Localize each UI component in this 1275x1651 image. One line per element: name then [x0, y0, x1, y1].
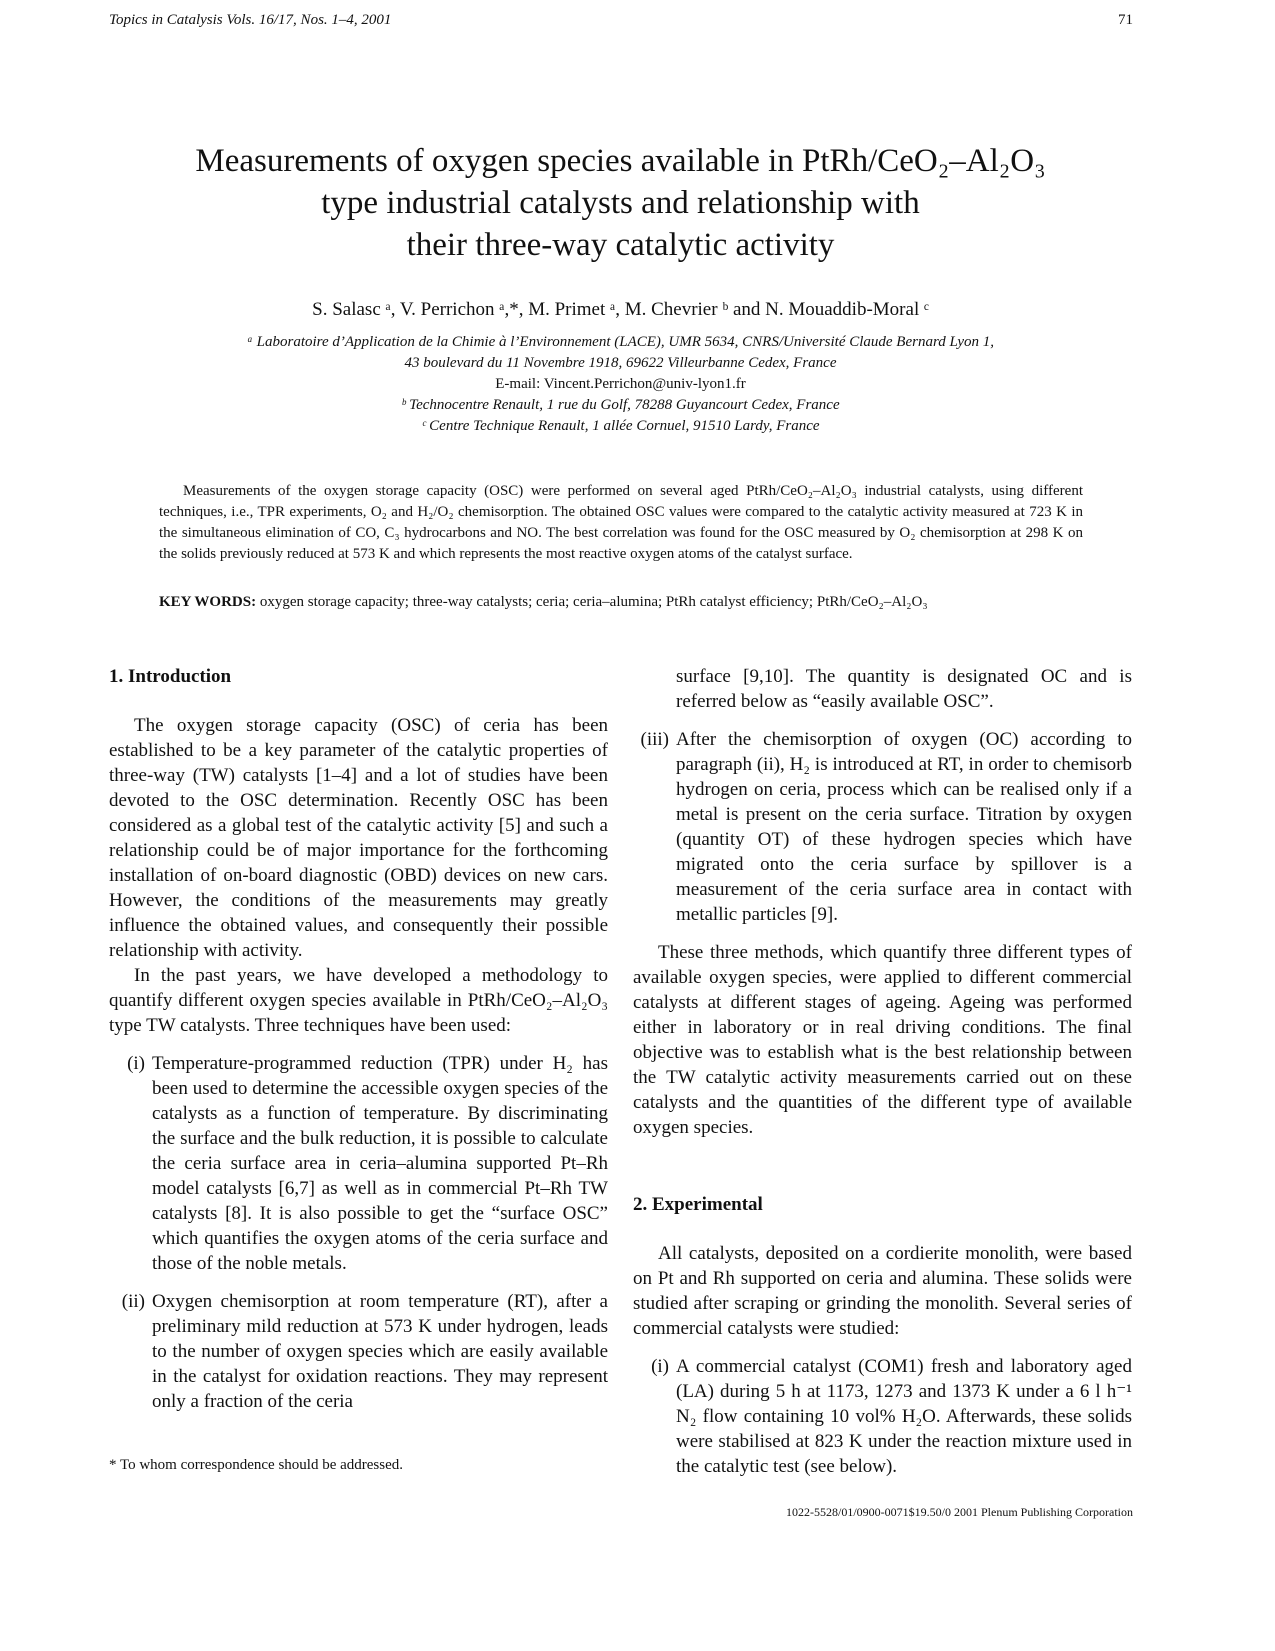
affiliation-c: ᶜ Centre Technique Renault, 1 allée Cornuel, 91510 Lardy, France — [421, 418, 820, 434]
journal-header: Topics in Catalysis Vols. 16/17, Nos. 1–4, 2001 — [109, 12, 392, 28]
title-line-3: their three-way catalytic activity — [406, 227, 835, 263]
keywords-label: KEY WORDS: — [159, 594, 257, 610]
keywords-text: oxygen storage capacity; three-way catalysts; ceria; ceria–alumina; PtRh catalyst efficiency; PtRh/CeO₂–Al₂O₃ — [256, 594, 928, 610]
correspondence-footnote: * To whom correspondence should be addressed. — [109, 1457, 404, 1473]
list-marker: (i) — [651, 1356, 669, 1377]
intro-paragraph-2: In the past years, we have developed a methodology to quantify different oxygen species available in PtRh/CeO₂–Al₂O₃ type TW catalysts. Three techniques have been used: — [109, 965, 608, 1036]
list-marker: (i) — [127, 1053, 145, 1074]
left-column — [109, 664, 608, 1414]
list-item-text: After the chemisorption of oxygen (OC) according to paragraph (ii), H₂ is introduced at RT, in order to chemisorb hydrogen on ceria, process which can be realised only if a metal is present on the ceria surface. Titration by oxygen (quantity OT) of these hydrogen species which have migrated onto the ceria surface by spillover is a measurement of the ceria surface area in contact with metallic particles [9]. — [676, 729, 1132, 925]
list-item-text: surface [9,10]. The quantity is designated OC and is referred below as “easily available OSC”. — [676, 666, 1132, 712]
affiliations — [0, 332, 1241, 437]
contact-email: E-mail: Vincent.Perrichon@univ-lyon1.fr — [495, 376, 746, 392]
list-item — [109, 1289, 608, 1414]
list-item — [109, 1051, 608, 1276]
affiliation-a-line1: ᵃ Laboratoire d’Application de la Chimie à l’Environnement (LACE), UMR 5634, CNRS/Université Claude Bernard Lyon 1, — [246, 334, 995, 350]
affiliation-a-line2: 43 boulevard du 11 Novembre 1918, 69622 Villeurbanne Cedex, France — [404, 355, 837, 371]
title-line-2: type industrial catalysts and relationship with — [321, 185, 920, 221]
keywords — [159, 594, 1083, 611]
list-item — [633, 1354, 1132, 1479]
list-item-text: A commercial catalyst (COM1) fresh and laboratory aged (LA) during 5 h at 1173, 1273 and 1373 K under a 6 l h⁻¹ N₂ flow containing 10 vol% H₂O. Afterwards, these solids were stabilised at 823 K under the reaction mixture used in the catalytic test (see below). — [676, 1356, 1132, 1477]
list-item — [633, 727, 1132, 927]
section-heading-experimental: 2. Experimental — [633, 1194, 763, 1215]
list-item-text: Temperature-programmed reduction (TPR) under H₂ has been used to determine the accessible oxygen species of the catalysts as a function of temperature. By discriminating the surface and the bulk reduction, it is possible to calculate the ceria surface area in ceria–alumina supported Pt–Rh model catalysts [6,7] as well as in commercial Pt–Rh TW catalysts [8]. It is also possible to get the “surface OSC” which quantifies the oxygen atoms of the ceria surface and those of the noble metals. — [152, 1053, 608, 1274]
intro-paragraph-1: The oxygen storage capacity (OSC) of ceria has been established to be a key parameter of the catalytic properties of three-way (TW) catalysts [1–4] and a lot of studies have been devoted to the OSC determination. Recently OSC has been considered as a global test of the catalytic activity [5] and such a relationship could be of major importance for the forthcoming installation of on-board diagnostic (OBD) devices on new cars. However, the conditions of the measurements may greatly influence the obtained values, and consequently their possible relationship with activity. — [109, 715, 608, 961]
paper-title — [0, 140, 1241, 266]
list-marker: (iii) — [640, 729, 669, 750]
author-list: S. Salasc ᵃ, V. Perrichon ᵃ,*, M. Primet ᵃ, M. Chevrier ᵇ and N. Mouaddib-Moral ᶜ — [312, 299, 929, 320]
list-item-continued — [633, 664, 1132, 714]
title-line-1: Measurements of oxygen species available in PtRh/CeO₂–Al₂O₃ — [195, 143, 1046, 179]
list-item-text: Oxygen chemisorption at room temperature (RT), after a preliminary mild reduction at 573 K under hydrogen, leads to the number of oxygen species which are easily available in the catalyst for oxidation reactions. They may represent only a fraction of the ceria — [152, 1291, 608, 1412]
affiliation-b: ᵇ Technocentre Renault, 1 rue du Golf, 78288 Guyancourt Cedex, France — [401, 397, 840, 413]
page-number: 71 — [1118, 12, 1133, 28]
right-column — [633, 664, 1132, 1479]
publisher-code: 1022-5528/01/0900-0071$19.50/0 2001 Plenum Publishing Corporation — [786, 1505, 1133, 1519]
experimental-paragraph-1: All catalysts, deposited on a cordierite monolith, were based on Pt and Rh supported on ceria and alumina. These solids were studied after scraping or grinding the monolith. Several series of commercial catalysts were studied: — [633, 1243, 1132, 1339]
section-heading-introduction: 1. Introduction — [109, 666, 232, 687]
intro-paragraph-3: These three methods, which quantify three different types of available oxygen species, were applied to different commercial catalysts at different stages of ageing. Ageing was performed either in laboratory or in real driving conditions. The final objective was to establish what is the best relationship between the TW catalytic activity measurements carried out on these catalysts and the quantities of the different type of available oxygen species. — [633, 942, 1132, 1138]
list-marker: (ii) — [121, 1291, 145, 1312]
abstract: Measurements of the oxygen storage capacity (OSC) were performed on several aged PtRh/CeO₂–Al₂O₃ industrial catalysts, using different techniques, i.e., TPR experiments, O₂ and H₂/O₂ chemisorption. The obtained OSC values were compared to the catalytic activity measured at 723 K in the simultaneous elimination of CO, C₃ hydrocarbons and NO. The best correlation was found for the OSC measured by O₂ chemisorption at 298 K on the solids previously reduced at 573 K and which represents the most reactive oxygen atoms of the catalyst surface. — [159, 483, 1083, 562]
